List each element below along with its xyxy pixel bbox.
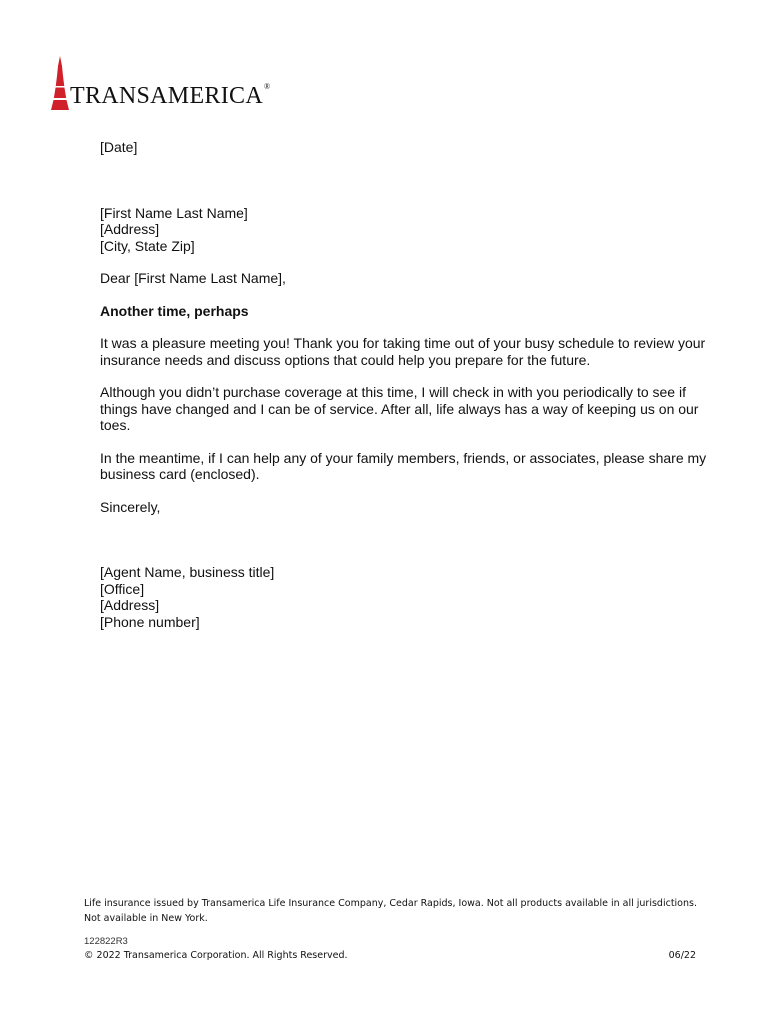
paragraph-3: In the meantime, if I can help any of your family members, friends, or associates, please share my business card (enclosed). xyxy=(100,449,707,482)
letter-body xyxy=(100,139,720,630)
agent-name-title: [Agent Name, business title] xyxy=(100,564,275,580)
pyramid-tower-icon xyxy=(50,56,70,110)
salutation: Dear [First Name Last Name], xyxy=(100,270,286,286)
paragraph-2: Although you didn’t purchase coverage at this time, I will check in with you periodically to see if things have changed and I can be of service. After all, life always has a way of keeping us on our toes. xyxy=(100,384,699,433)
footer-form-code: 122822R3 xyxy=(84,936,128,947)
agent-office: [Office] xyxy=(100,580,145,597)
closing: Sincerely, xyxy=(100,498,161,515)
logo-registered-mark: ® xyxy=(263,82,271,91)
agent-address: [Address] xyxy=(100,597,160,613)
footer-copyright: © 2022 Transamerica Corporation. All Rights Reserved. xyxy=(84,950,348,961)
transamerica-logo xyxy=(50,56,290,110)
signature-block xyxy=(100,564,720,630)
letter-date: [Date] xyxy=(100,139,138,155)
footer-revision-date: 06/22 xyxy=(668,950,696,961)
footer-disclaimer: Life insurance issued by Transamerica Life Insurance Company, Cedar Rapids, Iowa. Not all products available in all jurisdictions. Not available in New York. xyxy=(84,898,697,924)
logo-name: TRANSAMERICA xyxy=(70,83,263,109)
agent-phone: [Phone number] xyxy=(100,613,200,630)
footer-bottom-row xyxy=(84,948,704,964)
page-footer xyxy=(84,896,704,964)
recipient-block xyxy=(100,205,720,255)
paragraph-1: It was a pleasure meeting you! Thank you for taking time out of your busy schedule to review your insurance needs and discuss options that could help you prepare for the future. xyxy=(100,335,706,368)
logo-wordmark xyxy=(70,84,270,108)
recipient-address: [Address] xyxy=(100,221,160,237)
recipient-name: [First Name Last Name] xyxy=(100,204,248,221)
letter-subject: Another time, perhaps xyxy=(100,302,249,319)
recipient-city-state-zip: [City, State Zip] xyxy=(100,237,195,254)
